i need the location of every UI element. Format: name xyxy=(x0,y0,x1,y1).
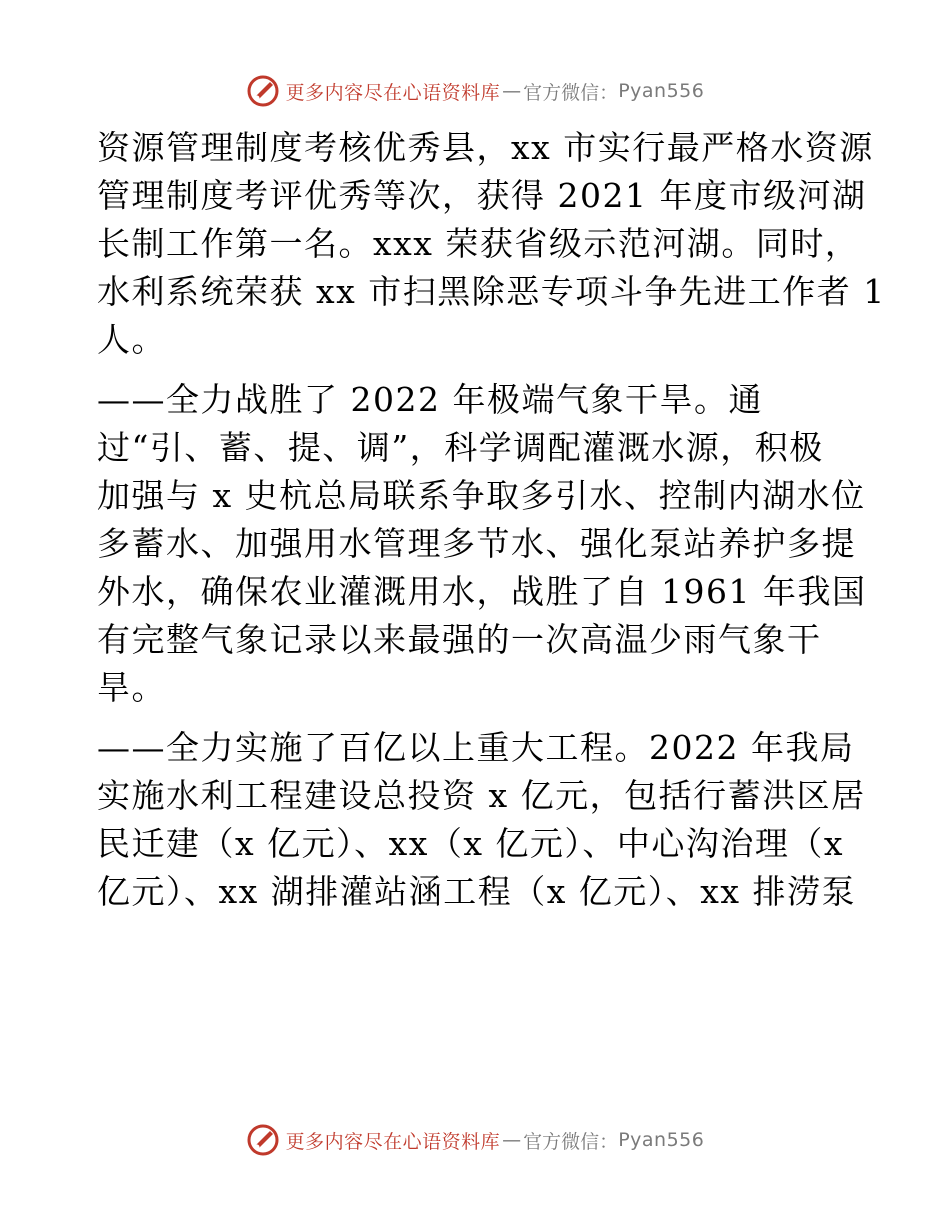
text-line: 人。 xyxy=(97,320,166,359)
watermark-side-text: 官方微信： xyxy=(523,1130,619,1153)
header-watermark xyxy=(0,71,950,111)
text-line: 外水，确保农业灌溉用水，战胜了自 1961 年我国 xyxy=(97,572,867,611)
text-line: 旱。 xyxy=(97,668,166,707)
text-line: 加强与 x 史杭总局联系争取多引水、控制内湖水位 xyxy=(97,476,866,515)
brand-logo-icon xyxy=(246,1123,280,1157)
watermark-account: Pyan556 xyxy=(618,1129,705,1151)
watermark-main-text: 更多内容尽在心语资料库 xyxy=(285,81,501,104)
text-line: 长制工作第一名。xxx 荣获省级示范河湖。同时， xyxy=(97,224,860,263)
watermark-main-text: 更多内容尽在心语资料库 xyxy=(285,1130,501,1153)
text-line: 民迁建（x 亿元）、xx（x 亿元）、中心沟治理（x xyxy=(97,824,845,863)
document-body xyxy=(97,124,886,916)
text-line: 有完整气象记录以来最强的一次高温少雨气象干 xyxy=(97,620,822,659)
text-line: 亿元）、xx 湖排灌站涵工程（x 亿元）、xx 排涝泵 xyxy=(97,872,857,911)
text-line: 水利系统荣获 xx 市扫黑除恶专项斗争先进工作者 1 xyxy=(97,272,886,311)
brand-logo-icon xyxy=(246,74,280,108)
paragraph-1 xyxy=(97,124,886,364)
paragraph-2 xyxy=(97,376,867,712)
text-line: 资源管理制度考核优秀县，xx 市实行最严格水资源 xyxy=(97,128,874,167)
text-line: 多蓄水、加强用水管理多节水、强化泵站养护多提 xyxy=(97,524,856,563)
watermark-side-text: 官方微信： xyxy=(523,81,619,104)
paragraph-3 xyxy=(97,724,866,916)
watermark-separator: — xyxy=(502,80,522,102)
watermark-account: Pyan556 xyxy=(618,80,705,102)
footer-watermark xyxy=(0,1120,950,1160)
text-line: ——全力实施了百亿以上重大工程。2022 年我局 xyxy=(97,728,855,767)
text-line: 过“引、蓄、提、调”，科学调配灌溉水源，积极 xyxy=(97,428,824,467)
text-line: 实施水利工程建设总投资 x 亿元，包括行蓄洪区居 xyxy=(97,776,866,815)
watermark-separator: — xyxy=(502,1129,522,1151)
text-line: 管理制度考评优秀等次，获得 2021 年度市级河湖 xyxy=(97,176,867,215)
text-line: ——全力战胜了 2022 年极端气象干旱。通 xyxy=(97,380,763,419)
